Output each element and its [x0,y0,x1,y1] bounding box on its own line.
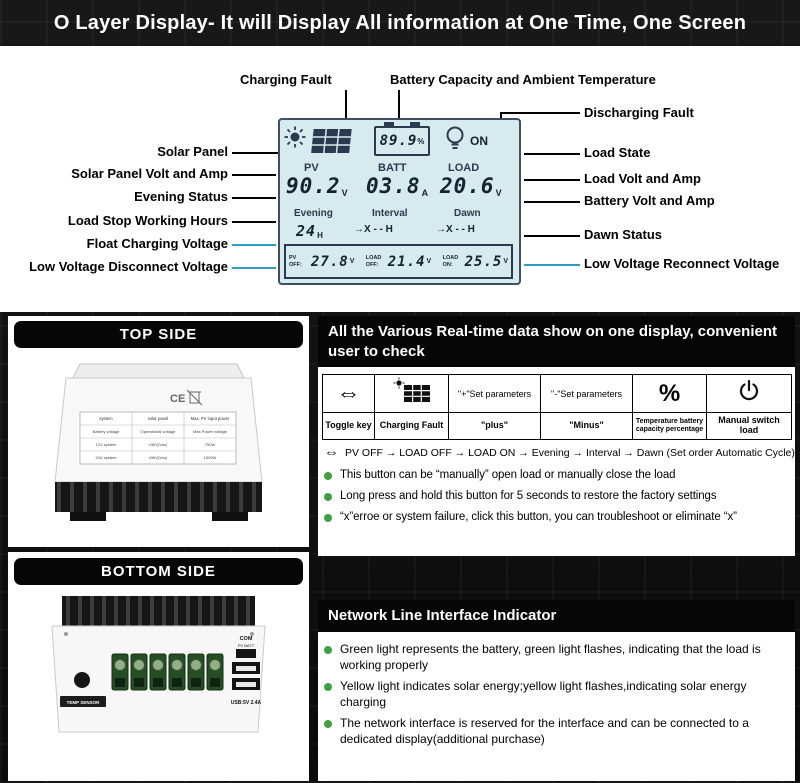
toggle-key-icon: ⇔ [324,444,339,461]
callout-evening-status: Evening Status [134,189,228,204]
pv-batt-label: PV BATT [237,643,255,648]
callout-battery-capacity: Battery Capacity and Ambient Temperature [390,72,656,87]
spec-header: system [99,416,113,421]
bottom-side-header [14,558,303,585]
bullet-icon [324,472,332,480]
charging-fault-icon [392,377,432,405]
display-info-header: All the Various Real-time data show on one display, convenient user to check [318,316,795,367]
callout-line [524,179,580,181]
spec-cell: 12V system [95,442,117,447]
lcd-display [278,118,521,285]
bottom-side-card [8,552,309,781]
callout-line [398,90,400,118]
temp-sensor-label: TEMP SENSOR [66,700,100,705]
ce-mark: CE [170,393,186,405]
manual-switch-label: Manual switch load [707,413,792,440]
bullet-text: “x”erroe or system failure, click this button, you can troubleshoot or eliminate “x” [340,510,737,523]
spec-cell: ≤96V(Voc) [148,455,168,460]
button-notes-list [324,468,790,531]
interval-label: Interval [372,208,408,219]
load-on-group [443,254,508,270]
com-port [236,649,256,658]
network-indicator-card [318,600,795,781]
evening-hours-value: 24 [296,222,317,240]
bullet-icon [324,720,332,728]
spec-cell: 750W [204,442,216,447]
list-item [324,679,790,710]
load-on-unit: V [503,258,508,265]
pv-off-value: 27.8 [311,253,349,270]
device-bottom-image [22,592,295,770]
pv-value-group [286,174,348,198]
callout-line [524,153,580,155]
load-value-group [440,174,502,198]
callout-line [524,201,580,203]
battery-icon [374,126,430,156]
set-order-cycle [324,444,795,461]
pv-label: PV [304,162,319,174]
bullet-icon [324,646,332,654]
battery-capacity-value: 89.9 [379,133,418,149]
usb-label: USB:5V 2.4A [230,700,262,706]
list-item [324,642,790,673]
percent-cell [633,375,707,413]
pv-off-unit: V [349,258,355,265]
dawn-setting: →X - - H [436,224,475,235]
load-off-unit: V [426,258,432,265]
temperature-capacity-label: Temperature battery capacity percentage [633,413,707,440]
interval-setting: →X - - H [354,224,393,235]
callout-line [500,112,580,114]
load-state-indicator: ON [470,134,488,148]
load-on-label: LOAD ON: [442,255,459,268]
heatsink-fins [55,482,262,512]
batt-unit: A [421,188,429,198]
temp-sensor-port [74,672,90,688]
display-info-card [318,316,795,556]
spec-cell: Max.Power voltage [192,429,228,434]
evening-hours-group [296,222,323,240]
top-side-title: TOP SIDE [119,326,198,343]
callout-battery-volt-amp: Battery Volt and Amp [584,193,715,208]
spec-cell: 24V system [95,455,117,460]
list-item [324,489,790,504]
heatsink-fins [62,596,255,626]
charging-fault-cell [375,375,449,413]
callout-low-voltage-disconnect: Low Voltage Disconnect Voltage [29,259,228,274]
load-off-value: 21.4 [387,253,426,270]
spec-cell: Operational voltage [140,429,176,434]
callout-discharging-fault: Discharging Fault [584,105,694,120]
callout-line [232,267,276,269]
list-item [324,510,790,525]
callout-load-state: Load State [584,145,651,160]
spec-table [80,412,236,464]
callout-load-volt-amp: Load Volt and Amp [584,171,701,186]
load-off-group [366,254,431,270]
spec-cell: ≤96V(Voc) [148,442,168,447]
bullet-text: Green light represents the battery, green light flashes, indicating that the load is working properly [340,642,761,672]
bullet-text: This button can be “manually” open load or manually close the load [340,469,676,481]
pv-off-label: PV OFF: [289,255,302,268]
bullet-text: Long press and hold this button for 5 seconds to restore the factory settings [340,489,717,502]
callout-line [524,264,580,266]
callout-float-charging-voltage: Float Charging Voltage [86,236,228,251]
bulb-icon [444,125,466,153]
toggle-key-cell [323,375,375,413]
batt-value: 03.8 [366,174,421,198]
pv-value: 90.2 [286,174,341,198]
load-off-label: LOAD OFF: [365,255,382,268]
callout-load-stop-hours: Load Stop Working Hours [67,213,228,228]
voltage-settings-row [284,244,513,279]
callout-line [232,221,276,223]
bottom-side-title: BOTTOM SIDE [101,563,216,580]
bullet-icon [324,683,332,691]
com-label: COM [239,636,253,642]
callout-line [232,174,276,176]
minus-label: "Minus" [541,413,633,440]
load-value: 20.6 [440,174,495,198]
callout-line [232,197,276,199]
sun-icon [284,126,306,148]
device-foot [70,512,106,521]
spec-cell: 1500W [203,455,217,460]
page-title: O Layer Display- It will Display All information at One Time, One Screen [53,11,747,34]
load-on-value: 25.5 [464,253,503,270]
bullet-icon [324,493,332,501]
button-functions-table [322,374,792,440]
plus-set-cell: "+"Set parameters [449,375,541,413]
callout-line [232,244,276,246]
battery-capacity-unit: % [417,136,425,146]
batt-value-group [366,174,428,198]
charging-fault-label: Charging Fault [375,413,449,440]
load-unit: V [495,188,502,198]
solar-panel-icon [308,126,354,156]
callout-dawn-status: Dawn Status [584,227,663,242]
network-indicator-header: Network Line Interface Indicator [318,600,795,632]
percent-icon: % [658,379,681,407]
power-cell [707,375,792,413]
bullet-text: Yellow light indicates solar energy;yellow light flashes,indicating solar energy charging [340,679,747,709]
callout-charging-fault: Charging Fault [240,72,332,87]
callout-low-voltage-reconnect: Low Voltage Reconnect Voltage [584,256,780,271]
top-side-card [8,316,309,547]
power-icon [737,379,761,403]
toggle-key-icon: ⇔ [336,379,361,407]
screw [64,632,68,636]
callout-line [524,235,580,237]
device-foot [212,512,248,521]
callout-solar-panel: Solar Panel [157,144,228,159]
set-order-cycle-text: PV OFF → LOAD OFF → LOAD ON → Evening → Interval → Dawn (Set order Automatic Cycle) [345,446,795,459]
bullet-icon [324,514,332,522]
toggle-key-label: Toggle key [323,413,375,440]
network-notes-list [324,642,790,754]
minus-set-cell: "-"Set parameters [541,375,633,413]
evening-hours-unit: H [317,231,323,240]
bullet-text: The network interface is reserved for the interface and can be connected to a dedicated display(additional purchase) [340,716,749,746]
list-item [324,716,790,747]
pv-unit: V [341,188,348,198]
spec-header: solar panel [147,416,169,421]
plus-label: "plus" [449,413,541,440]
callout-solar-volt-amp: Solar Panel Volt and Amp [71,166,228,181]
dawn-label: Dawn [454,208,481,219]
top-side-header [14,321,303,348]
load-label: LOAD [448,162,480,174]
pv-off-group [289,254,354,270]
evening-label: Evening [294,208,333,219]
batt-label: BATT [378,162,407,174]
spec-cell: Battery voltage [92,429,120,434]
device-top-image [22,354,295,540]
spec-header: Max. PV input power [190,416,230,421]
list-item [324,468,790,483]
